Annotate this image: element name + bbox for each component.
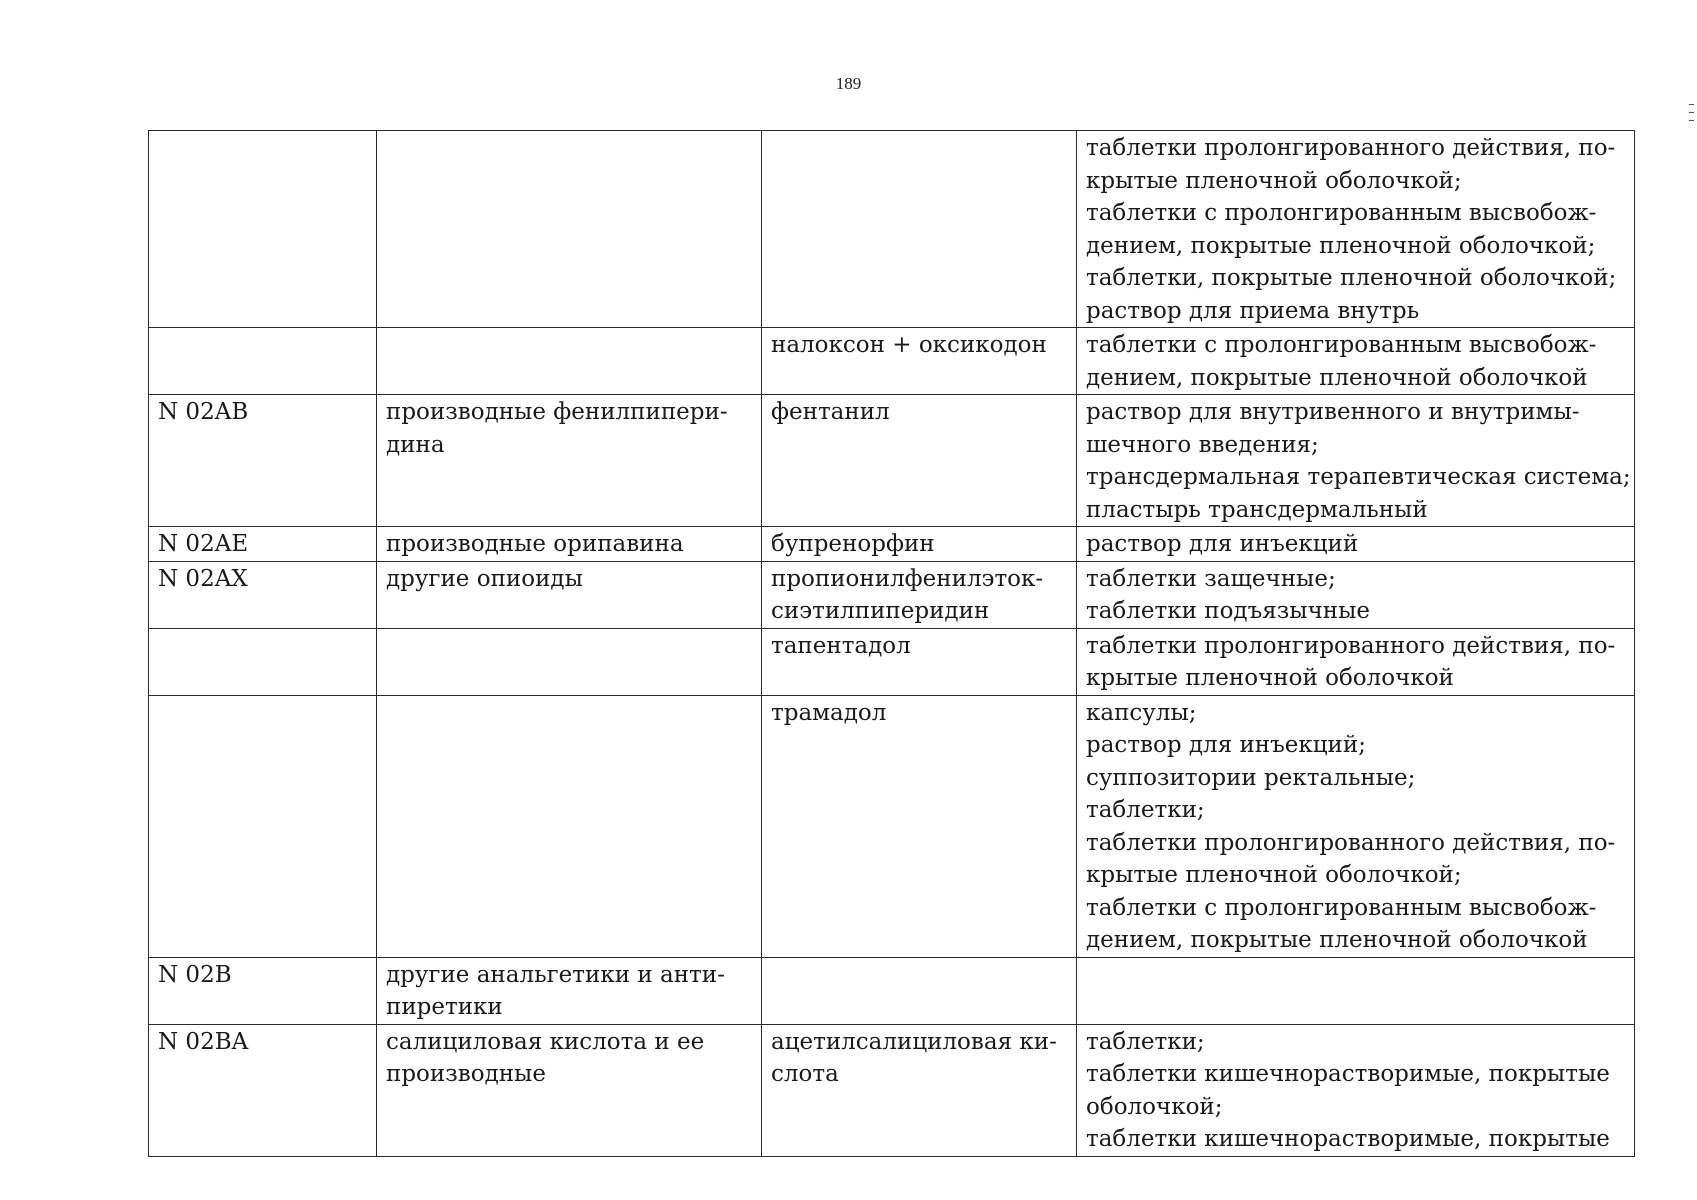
atc-code-cell bbox=[149, 395, 377, 527]
table-row bbox=[149, 395, 1635, 527]
group-line: салициловая кислота и ее bbox=[386, 1028, 705, 1055]
drug-table bbox=[148, 130, 1635, 1157]
forms-line: дением, покрытые пленочной оболочкой; bbox=[1086, 232, 1596, 259]
atc-code-cell bbox=[149, 561, 377, 628]
table-row bbox=[149, 328, 1635, 395]
drug-line: фентанил bbox=[771, 399, 890, 425]
drug-line: трамадол bbox=[771, 699, 887, 726]
forms-line: таблетки; bbox=[1086, 797, 1205, 823]
drug-line: слота bbox=[771, 1061, 839, 1087]
forms-line: суппозитории ректальные; bbox=[1086, 764, 1416, 791]
table-row bbox=[149, 1024, 1635, 1156]
table-row bbox=[149, 628, 1635, 695]
forms-line: таблетки; bbox=[1086, 1028, 1205, 1055]
dosage-forms-cell bbox=[1077, 957, 1635, 1024]
forms-line: раствор для приема внутрь bbox=[1086, 297, 1420, 324]
forms-line: таблетки с пролонгированным высвобож- bbox=[1086, 894, 1597, 921]
table-row bbox=[149, 527, 1635, 562]
forms-line: таблетки кишечнорастворимые, покрытые bbox=[1086, 1126, 1610, 1152]
table-body bbox=[149, 131, 1635, 1157]
atc-code-cell bbox=[149, 695, 377, 957]
forms-line: таблетки подъязычные bbox=[1086, 598, 1371, 624]
pharm-group-cell bbox=[377, 527, 762, 562]
pharm-group-cell bbox=[377, 561, 762, 628]
pharm-group-cell bbox=[377, 395, 762, 527]
drug-line: сиэтилпиперидин bbox=[771, 598, 990, 624]
forms-line: таблетки, покрытые пленочной оболочкой; bbox=[1086, 265, 1617, 291]
drug-line: налоксон + оксикодон bbox=[771, 332, 1047, 358]
table-row bbox=[149, 957, 1635, 1024]
drug-name-cell bbox=[762, 1024, 1077, 1156]
dosage-forms-cell bbox=[1077, 527, 1635, 562]
forms-line: таблетки пролонгированного действия, по- bbox=[1086, 135, 1616, 161]
dosage-forms-cell bbox=[1077, 328, 1635, 395]
atc-code: N 02AX bbox=[158, 565, 248, 592]
drug-name-cell bbox=[762, 328, 1077, 395]
forms-line: таблетки с пролонгированным высвобож- bbox=[1086, 200, 1597, 226]
dosage-forms-cell bbox=[1077, 628, 1635, 695]
drug-line: ацетилсалициловая ки- bbox=[771, 1028, 1057, 1055]
margin-marks bbox=[1689, 104, 1695, 128]
atc-code: N 02BA bbox=[158, 1028, 249, 1055]
pharm-group-cell bbox=[377, 328, 762, 395]
drug-name-cell bbox=[762, 695, 1077, 957]
atc-code: N 02AB bbox=[158, 399, 249, 425]
group-line: производные bbox=[386, 1061, 546, 1087]
forms-line: дением, покрытые пленочной оболочкой bbox=[1086, 927, 1588, 953]
forms-line: крытые пленочной оболочкой; bbox=[1086, 862, 1462, 888]
drug-name-cell bbox=[762, 561, 1077, 628]
drug-line: тапентадол bbox=[771, 632, 911, 659]
group-line: производные орипавина bbox=[386, 531, 684, 557]
pharm-group-cell bbox=[377, 1024, 762, 1156]
drug-name-cell bbox=[762, 395, 1077, 527]
forms-line: крытые пленочной оболочкой; bbox=[1086, 167, 1462, 194]
drug-name-cell bbox=[762, 628, 1077, 695]
drug-line: бупренорфин bbox=[771, 531, 935, 557]
atc-code-cell bbox=[149, 527, 377, 562]
pharm-group-cell bbox=[377, 695, 762, 957]
group-line: другие анальгетики и анти- bbox=[386, 961, 725, 988]
group-line: другие опиоиды bbox=[386, 565, 583, 592]
pharm-group-cell bbox=[377, 131, 762, 328]
dosage-forms-cell bbox=[1077, 395, 1635, 527]
table-row bbox=[149, 561, 1635, 628]
forms-line: крытые пленочной оболочкой bbox=[1086, 665, 1454, 691]
forms-line: оболочкой; bbox=[1086, 1093, 1223, 1120]
atc-code-cell bbox=[149, 131, 377, 328]
forms-line: таблетки пролонгированного действия, по- bbox=[1086, 829, 1616, 856]
dosage-forms-cell bbox=[1077, 1024, 1635, 1156]
drug-name-cell bbox=[762, 527, 1077, 562]
forms-line: таблетки с пролонгированным высвобож- bbox=[1086, 332, 1597, 358]
forms-line: раствор для инъекций; bbox=[1086, 732, 1366, 758]
forms-line: пластырь трансдермальный bbox=[1086, 496, 1428, 523]
forms-line: шечного введения; bbox=[1086, 431, 1319, 458]
group-line: пиретики bbox=[386, 994, 503, 1020]
group-line: производные фенилпипери- bbox=[386, 399, 728, 425]
forms-line: капсулы; bbox=[1086, 699, 1197, 726]
drug-line: пропионилфенилэток- bbox=[771, 565, 1044, 592]
atc-code: N 02AE bbox=[158, 531, 249, 557]
forms-line: раствор для внутривенного и внутримы- bbox=[1086, 399, 1580, 425]
drug-name-cell bbox=[762, 131, 1077, 328]
page-number: 189 bbox=[835, 74, 862, 93]
atc-code-cell bbox=[149, 957, 377, 1024]
forms-line: таблетки пролонгированного действия, по- bbox=[1086, 632, 1616, 659]
dosage-forms-cell bbox=[1077, 695, 1635, 957]
group-line: дина bbox=[386, 431, 445, 458]
dosage-forms-cell bbox=[1077, 561, 1635, 628]
table-row bbox=[149, 131, 1635, 328]
pharm-group-cell bbox=[377, 957, 762, 1024]
forms-line: таблетки защечные; bbox=[1086, 565, 1336, 592]
atc-code-cell bbox=[149, 1024, 377, 1156]
pharm-group-cell bbox=[377, 628, 762, 695]
atc-code: N 02B bbox=[158, 961, 232, 988]
forms-line: раствор для инъекций bbox=[1086, 531, 1359, 557]
forms-line: дением, покрытые пленочной оболочкой bbox=[1086, 364, 1588, 391]
forms-line: трансдермальная терапевтическая система; bbox=[1086, 464, 1631, 490]
atc-code-cell bbox=[149, 628, 377, 695]
dosage-forms-cell bbox=[1077, 131, 1635, 328]
atc-code-cell bbox=[149, 328, 377, 395]
drug-name-cell bbox=[762, 957, 1077, 1024]
forms-line: таблетки кишечнорастворимые, покрытые bbox=[1086, 1061, 1610, 1087]
table-row bbox=[149, 695, 1635, 957]
